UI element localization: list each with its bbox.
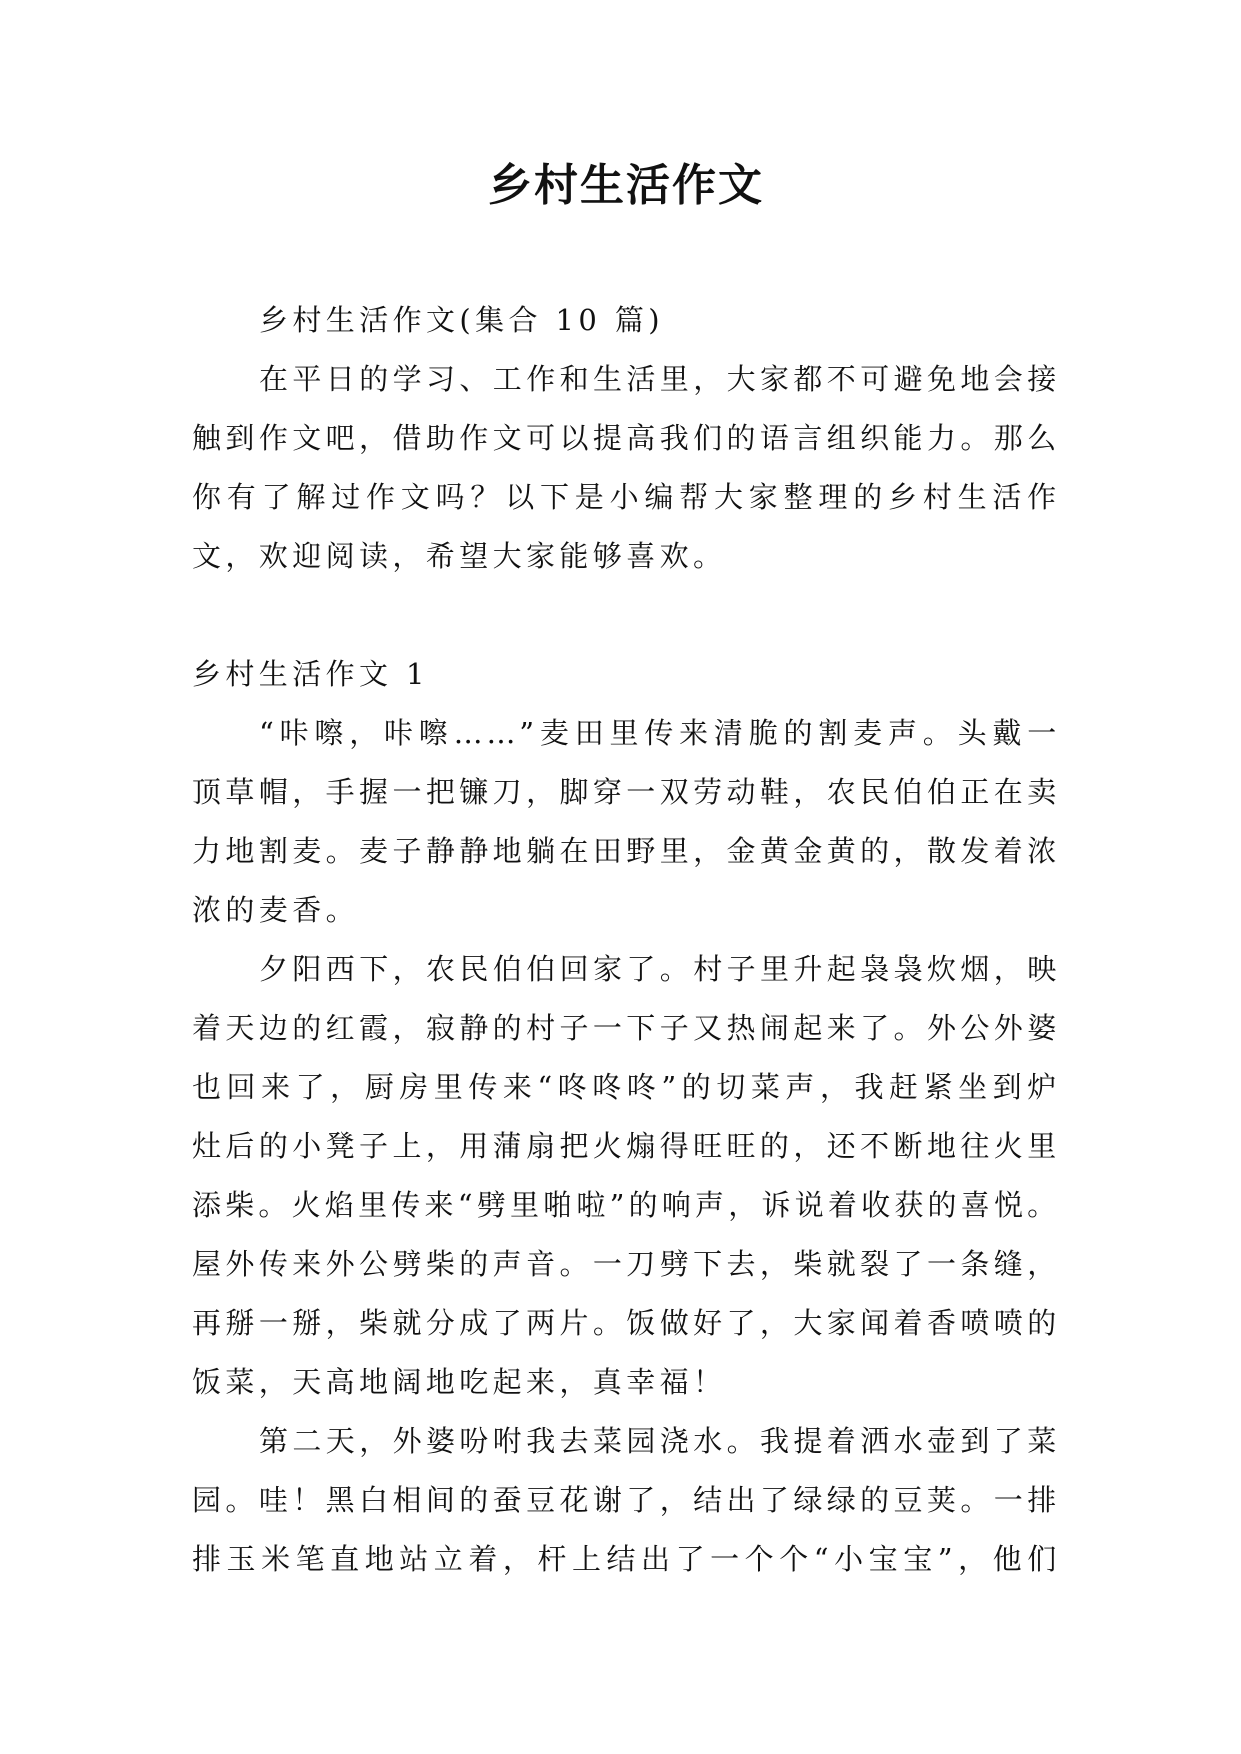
intro-paragraph	[192, 350, 1060, 586]
essay-paragraph	[192, 940, 1060, 1412]
text-line: 再掰一掰，柴就分成了两片。饭做好了，大家闻着香喷喷的	[192, 1306, 1060, 1340]
text-line: 触到作文吧，借助作文可以提高我们的语言组织能力。那么	[192, 421, 1060, 455]
text-line: 顶草帽，手握一把镰刀，脚穿一双劳动鞋，农民伯伯正在卖	[192, 775, 1060, 809]
collection-heading: 乡村生活作文(集合 10 篇)	[259, 303, 664, 337]
essay-paragraph	[192, 704, 1060, 940]
text-line: 力地割麦。麦子静静地躺在田野里，金黄金黄的，散发着浓	[192, 834, 1060, 868]
blank-line	[192, 586, 1060, 645]
text-line: 着天边的红霞，寂静的村子一下子又热闹起来了。外公外婆	[192, 1011, 1060, 1045]
text-line: 灶后的小凳子上，用蒲扇把火煽得旺旺的，还不断地往火里	[192, 1129, 1060, 1163]
text-line: 夕阳西下，农民伯伯回家了。村子里升起袅袅炊烟，映	[259, 952, 1060, 986]
text-line: 你有了解过作文吗？以下是小编帮大家整理的乡村生活作	[192, 480, 1060, 514]
text-line: 屋外传来外公劈柴的声音。一刀劈下去，柴就裂了一条缝，	[192, 1247, 1060, 1281]
essay-paragraph	[192, 1412, 1060, 1589]
text-line: “咔嚓，咔嚓……”麦田里传来清脆的割麦声。头戴一	[259, 716, 1060, 750]
text-line: 也回来了，厨房里传来“咚咚咚”的切菜声，我赶紧坐到炉	[192, 1070, 1060, 1104]
essay-heading: 乡村生活作文 1	[192, 657, 429, 691]
text-line: 浓的麦香。	[192, 893, 360, 927]
text-line: 饭菜，天高地阔地吃起来，真幸福！	[192, 1365, 727, 1399]
text-line: 文，欢迎阅读，希望大家能够喜欢。	[192, 539, 727, 573]
text-line: 添柴。火焰里传来“劈里啪啦”的响声，诉说着收获的喜悦。	[192, 1188, 1060, 1222]
text-line: 排玉米笔直地站立着，杆上结出了一个个“小宝宝”，他们	[192, 1542, 1060, 1576]
document-title: 乡村生活作文	[488, 160, 764, 211]
document-body	[192, 291, 1060, 1589]
text-line: 第二天，外婆吩咐我去菜园浇水。我提着洒水壶到了菜	[259, 1424, 1060, 1458]
text-line: 园。哇！黑白相间的蚕豆花谢了，结出了绿绿的豆荚。一排	[192, 1483, 1060, 1517]
text-line: 在平日的学习、工作和生活里，大家都不可避免地会接	[259, 362, 1060, 396]
